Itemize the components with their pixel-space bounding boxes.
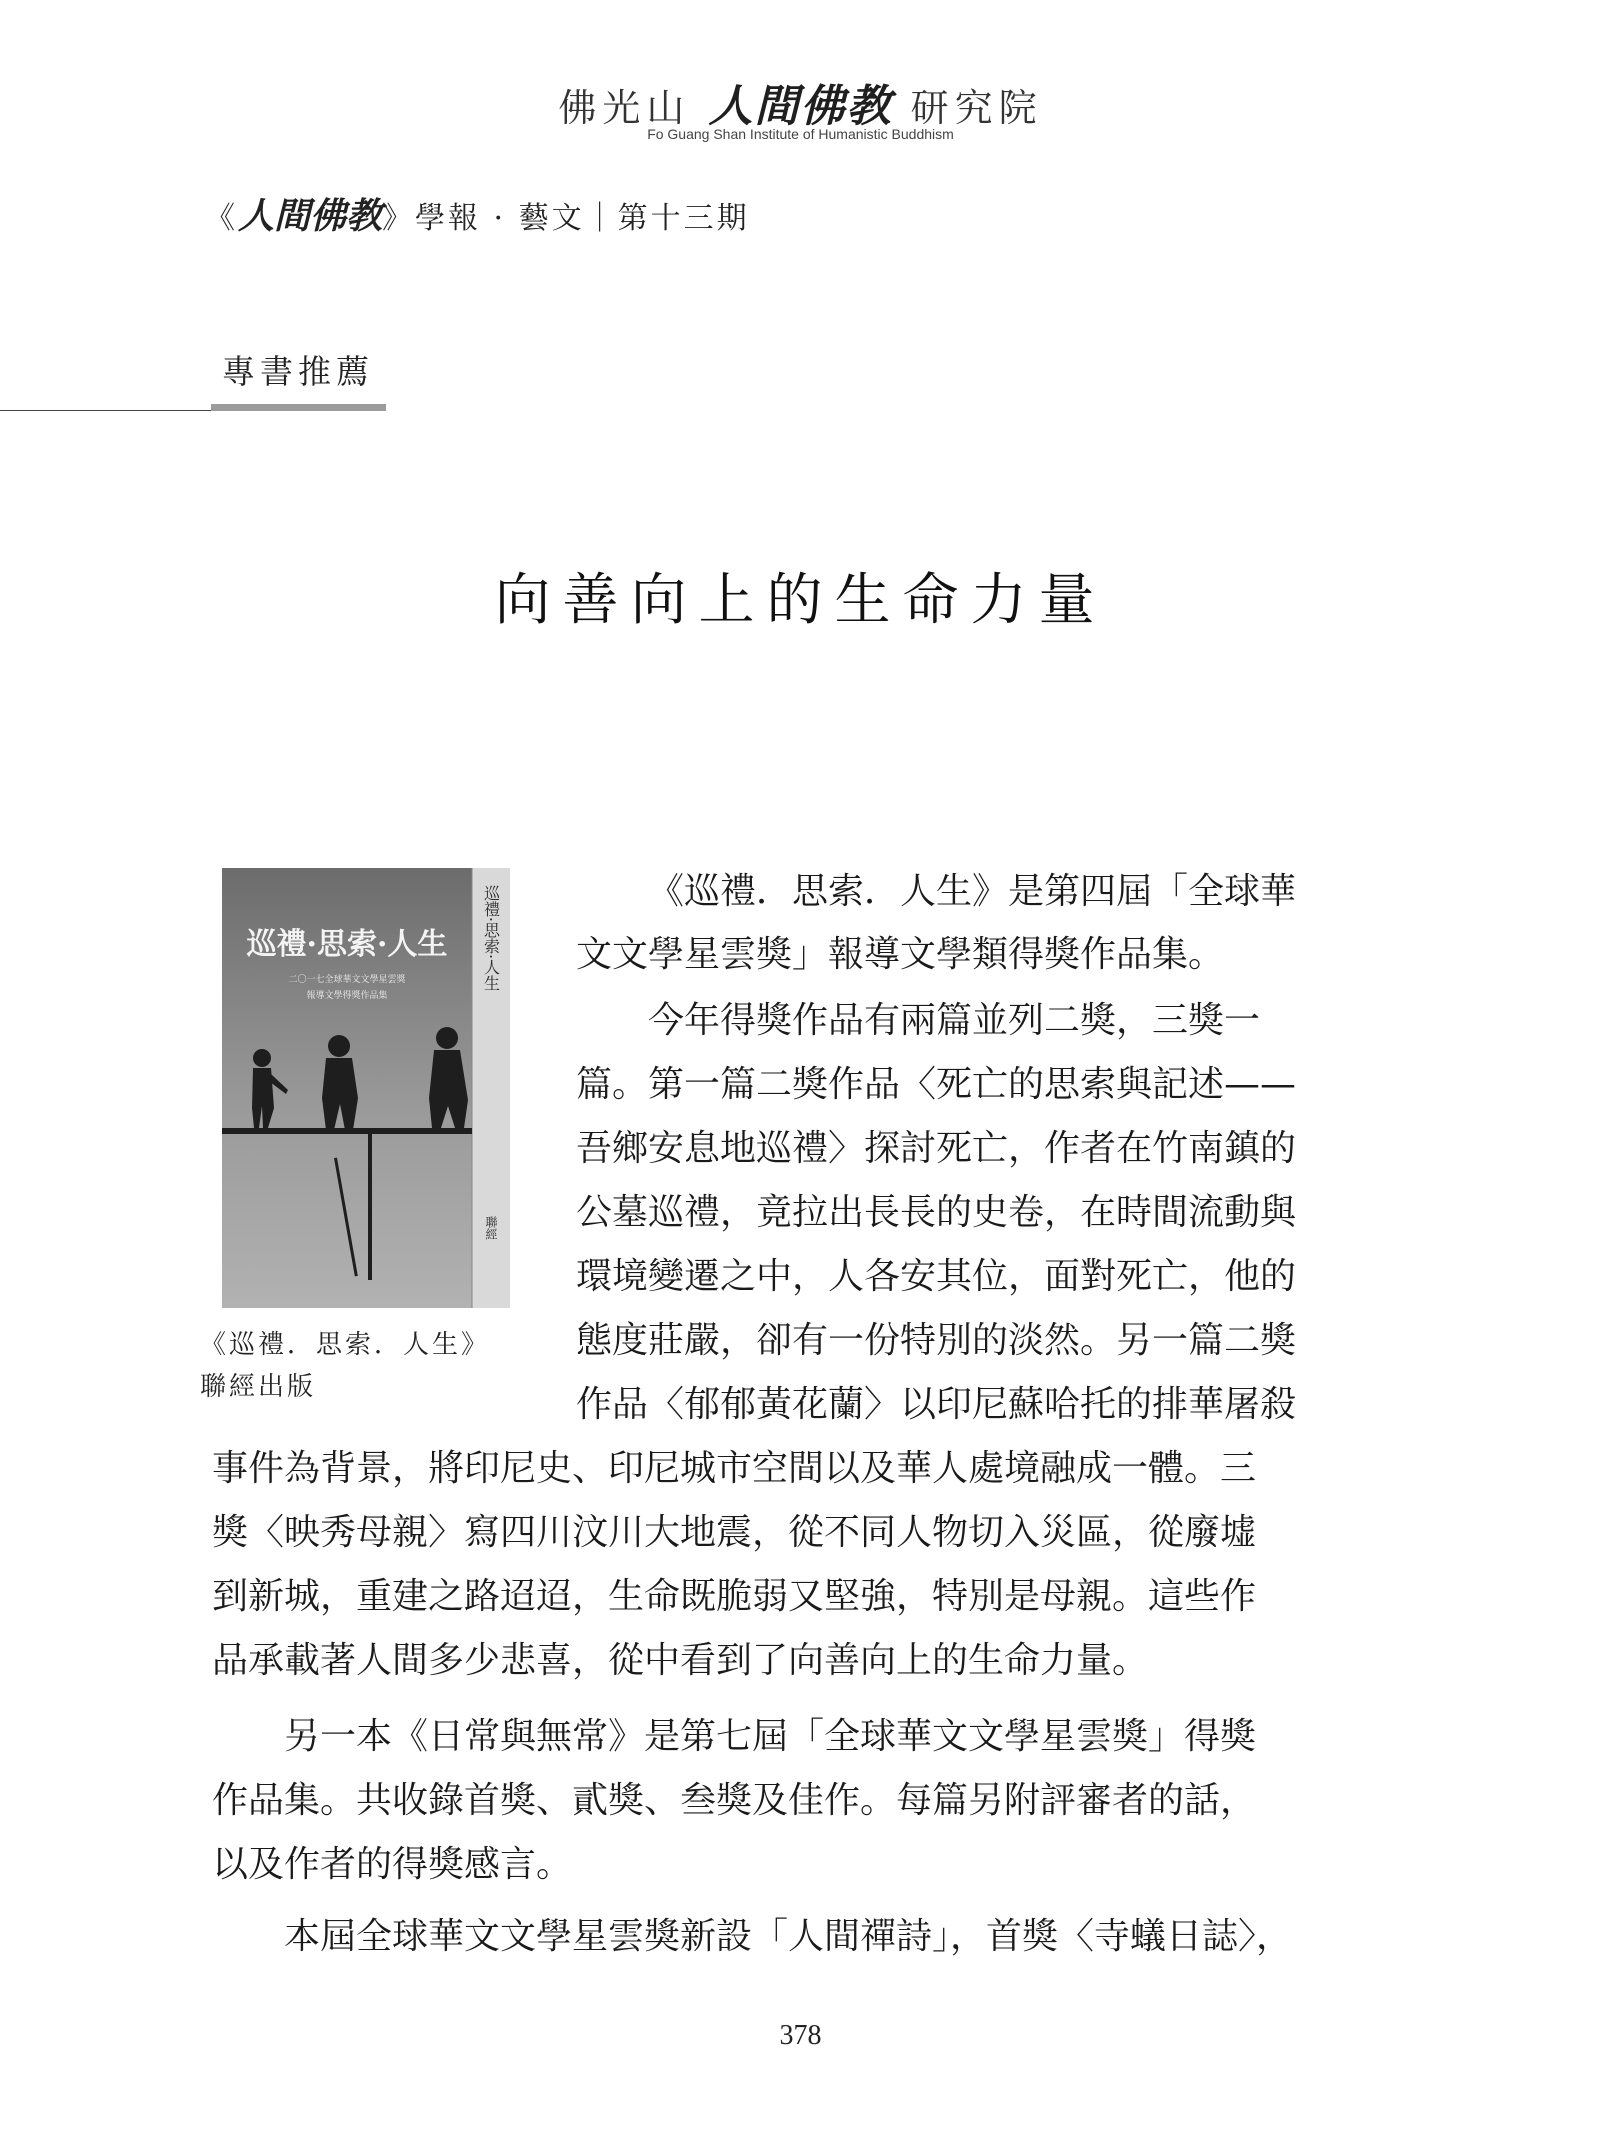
section-underline bbox=[211, 404, 386, 411]
body-line: 《巡禮．思索．人生》是第四屆「全球華 bbox=[648, 871, 1297, 912]
body-line: 本屆全球華文文學星雲獎新設「人間禪詩」，首獎〈寺蟻日誌〉， bbox=[284, 1916, 1293, 1957]
cover-subtitle-1: 二〇一七全球華文文學星雲獎 bbox=[288, 975, 406, 985]
journal-issue: 》學報 · 藝文｜第十三期 bbox=[382, 201, 750, 236]
body-line: 篇。第一篇二獎作品〈死亡的思索與記述—— bbox=[576, 1064, 1297, 1105]
body-line: 吾鄉安息地巡禮〉探討死亡，作者在竹南鎮的 bbox=[576, 1128, 1297, 1169]
book-cover-image bbox=[222, 868, 510, 1308]
institute-brand-logo: 人間佛教 bbox=[708, 81, 893, 132]
body-line: 事件為背景，將印尼史、印尼城市空間以及華人處境融成一體。三 bbox=[212, 1448, 1257, 1489]
caption-publisher: 聯經出版 bbox=[200, 1372, 317, 1402]
body-line: 品承載著人間多少悲喜，從中看到了向善向上的生命力量。 bbox=[212, 1640, 1149, 1681]
institute-prefix: 佛光山 bbox=[558, 86, 691, 130]
body-line: 作品〈郁郁黃花蘭〉以印尼蘇哈托的排華屠殺 bbox=[576, 1384, 1297, 1425]
book-caption bbox=[200, 1324, 490, 1408]
body-line: 環境變遷之中，人各安其位，面對死亡，他的 bbox=[576, 1256, 1297, 1297]
spine-publisher: 聯經 bbox=[484, 1216, 498, 1240]
body-line: 獎〈映秀母親〉寫四川汶川大地震，從不同人物切入災區，從廢墟 bbox=[212, 1512, 1257, 1553]
institute-name-english: Fo Guang Shan Institute of Humanistic Buddhism bbox=[647, 126, 954, 142]
caption-title: 《巡禮．思索．人生》 bbox=[200, 1330, 491, 1360]
institute-name bbox=[0, 70, 1601, 134]
article-title: 向善向上的生命力量 bbox=[494, 568, 1107, 633]
page-number: 378 bbox=[779, 2020, 822, 2051]
institute-suffix: 研究院 bbox=[910, 86, 1043, 130]
journal-open-bracket: 《 bbox=[205, 201, 238, 236]
body-line: 態度莊嚴，卻有一份特別的淡然。另一篇二獎 bbox=[576, 1320, 1297, 1361]
journal-header bbox=[205, 188, 750, 239]
spine-title: 巡禮·思索·人生 bbox=[481, 884, 501, 992]
body-line: 另一本《日常與無常》是第七屆「全球華文文學星雲獎」得獎 bbox=[284, 1716, 1257, 1757]
journal-brand-logo: 人間佛教 bbox=[238, 196, 383, 237]
section-label: 專書推薦 bbox=[222, 352, 374, 391]
body-line: 今年得獎作品有兩篇並列二獎，三獎一 bbox=[648, 1000, 1261, 1041]
body-line: 作品集。共收錄首獎、貳獎、叁獎及佳作。每篇另附評審者的話， bbox=[212, 1780, 1257, 1821]
cover-title: 巡禮·思索·人生 bbox=[246, 927, 448, 962]
body-line: 文文學星雲獎」報導文學類得獎作品集。 bbox=[576, 934, 1225, 975]
body-line: 以及作者的得獎感言。 bbox=[212, 1844, 573, 1885]
cover-subtitle-2: 報導文學得獎作品集 bbox=[306, 991, 388, 1001]
body-line: 到新城，重建之路迢迢，生命既脆弱又堅強，特別是母親。這些作 bbox=[212, 1576, 1257, 1617]
body-line: 公墓巡禮，竟拉出長長的史卷，在時間流動與 bbox=[576, 1192, 1297, 1233]
